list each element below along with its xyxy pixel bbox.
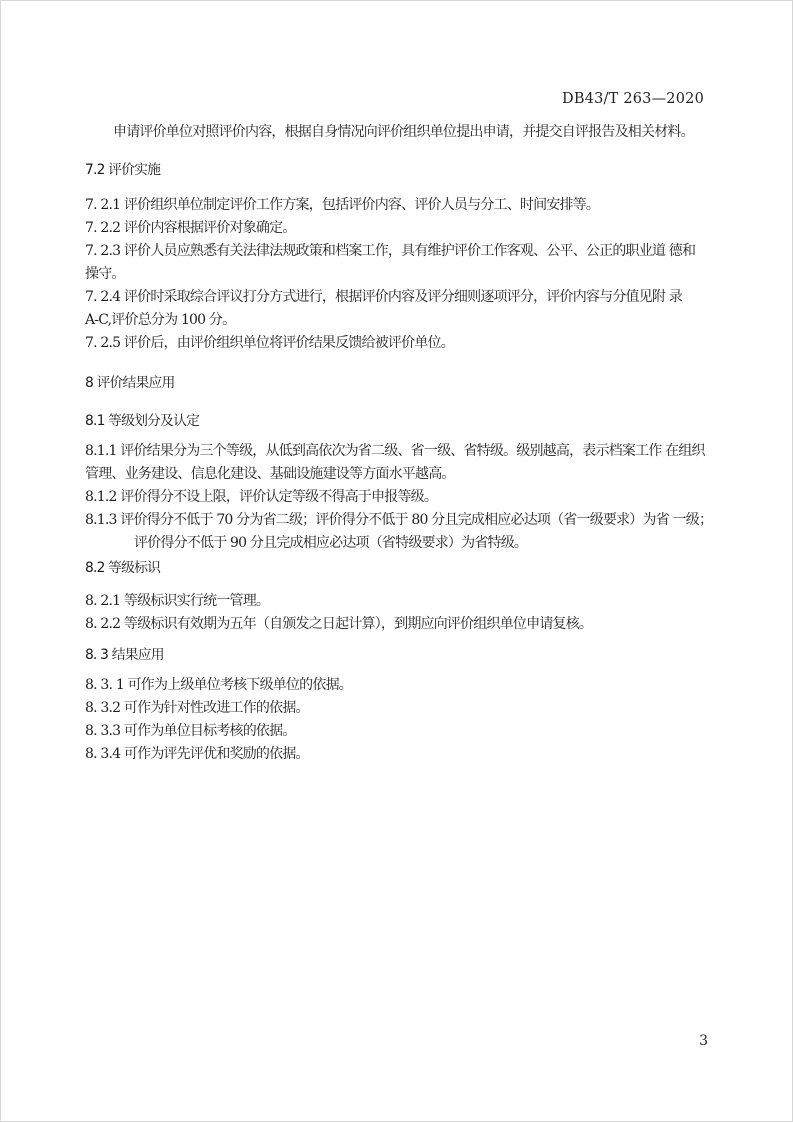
clause-7-2-4-line-1: 7. 2.4 评价时采取综合评议打分方式进行，根据评价内容及评分细则逐项评分，评价内容与分值见附 录 (85, 289, 682, 305)
clause-8-3-2: 8. 3.2 可作为针对性改进工作的依据。 (85, 700, 309, 716)
doc-code-header: DB43/T 263—2020 (562, 91, 704, 107)
heading-7-2: 7.2 评价实施 (85, 162, 161, 178)
clause-8-2-2: 8. 2.2 等级标识有效期为五年（自颁发之日起计算），到期应向评价组织单位申请复核。 (85, 616, 593, 632)
clause-8-1-2: 8.1.2 评价得分不设上限，评价认定等级不得高于申报等级。 (85, 489, 438, 505)
heading-8: 8 评价结果应用 (85, 375, 175, 391)
clause-8-1-3-line-2: 评价得分不低于 90 分且完成相应必达项（省特级要求）为省特级。 (134, 535, 528, 551)
clause-7-2-1: 7. 2.1 评价组织单位制定评价工作方案，包括评价内容、评价人员与分工、时间安排等。 (85, 197, 600, 213)
clause-7-2-2: 7. 2.2 评价内容根据评价对象确定。 (85, 220, 296, 236)
clause-7-2-4-line-2: A-C,评价总分为 100 分。 (85, 312, 236, 328)
clause-7-2-5: 7. 2.5 评价后，由评价组织单位将评价结果反馈给被评价单位。 (85, 335, 454, 351)
clause-7-2-3-line-1: 7. 2.3 评价人员应熟悉有关法律法规政策和档案工作，具有维护评价工作客观、公平、公正的职业道 德和 (85, 243, 696, 259)
clause-8-1-1-line-1: 8.1.1 评价结果分为三个等级，从低到高依次为省二级、省一级、省特级。级别越高，表示档案工作 在组织 (85, 443, 705, 459)
clause-8-3-3: 8. 3.3 可作为单位目标考核的依据。 (85, 723, 296, 739)
clause-8-1-1-line-2: 管理、业务建设、信息化建设、基础设施建设等方面水平越高。 (85, 466, 455, 482)
heading-8-1: 8.1 等级划分及认定 (85, 413, 200, 429)
heading-8-2: 8.2 等级标识 (85, 560, 161, 576)
clause-8-3-4: 8. 3.4 可作为评先评优和奖励的依据。 (85, 746, 309, 762)
page-number: 3 (699, 1033, 708, 1049)
clause-8-2-1: 8. 2.1 等级标识实行统一管理。 (85, 593, 270, 609)
document-content (85, 121, 725, 766)
heading-8-3: 8. 3 结果应用 (85, 647, 164, 663)
clause-8-1-3-line-1: 8.1.3 评价得分不低于 70 分为省二级；评价得分不低于 80 分且完成相应必达项（省一级要求）为省 一级； (85, 512, 713, 528)
intro-paragraph: 申请评价单位对照评价内容，根据自身情况向评价组织单位提出申请，并提交自评报告及相关材料。 (113, 124, 694, 140)
clause-8-3-1: 8. 3. 1 可作为上级单位考核下级单位的依据。 (85, 677, 352, 693)
clause-7-2-3-line-2: 操守。 (85, 266, 125, 282)
